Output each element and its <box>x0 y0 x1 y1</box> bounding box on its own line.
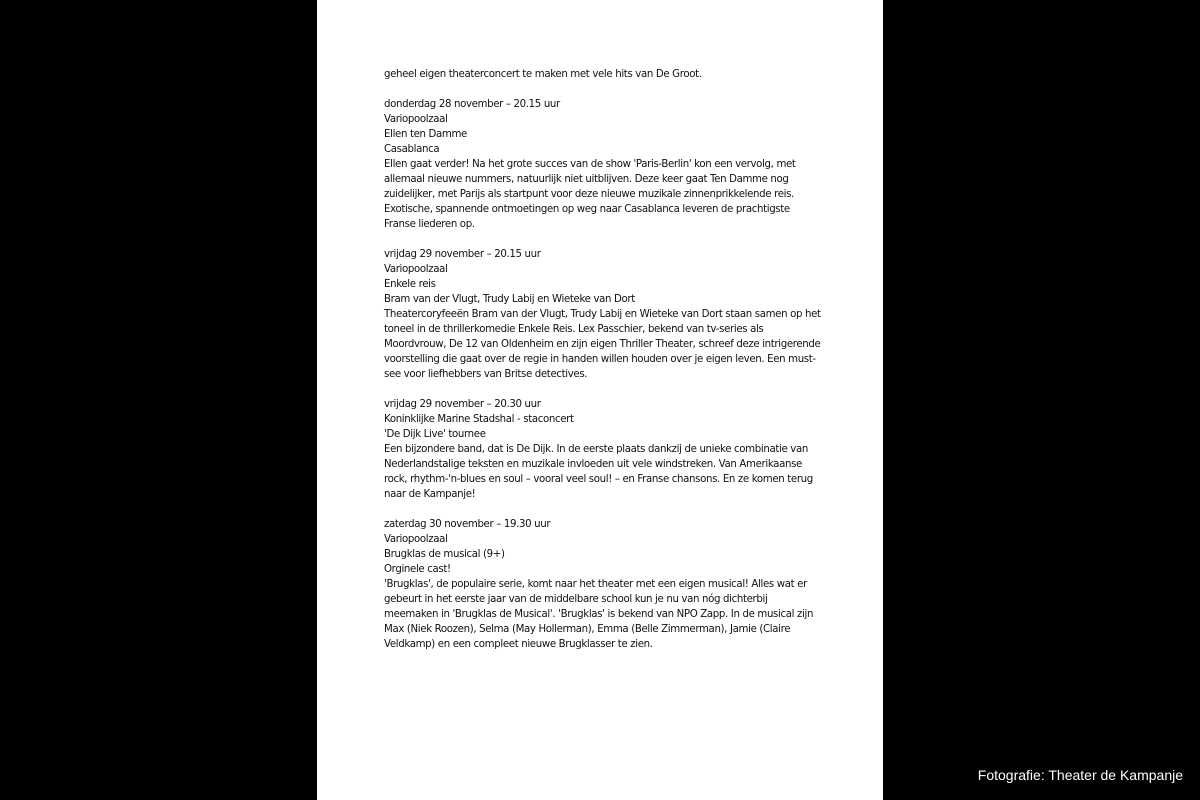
event-performer: Enkele reis <box>384 279 436 290</box>
event-entry <box>384 397 824 502</box>
event-datetime: vrijdag 29 november – 20.15 uur <box>384 249 541 260</box>
event-entry <box>384 517 824 652</box>
event-description: Een bijzondere band, dat is De Dijk. In de eerste plaats dankzij de unieke combinatie van Nederlandstalige teksten en muzikale invloeden uit vele windstreken. Van Amerikaanse rock, rhythm-'n-blues en soul – vooral veel soul! – en Franse chansons. En ze komen terug naar de Kampanje! <box>384 444 813 500</box>
document-page <box>317 0 883 800</box>
event-datetime: zaterdag 30 november – 19.30 uur <box>384 519 551 530</box>
event-description: Ellen gaat verder! Na het grote succes van de show 'Paris-Berlin' kon een vervolg, met allemaal nieuwe nummers, natuurlijk niet uitblijven. Deze keer gaat Ten Damme nog zuidelijker, met Parijs als startpunt voor deze nieuwe muzikale zinnenprikkelende reis. Exotische, spannende ontmoetingen op weg naar Casablanca leveren de prachtigste Franse liederen op. <box>384 159 796 230</box>
event-performer: Ellen ten Damme <box>384 129 467 140</box>
event-venue: Koninklijke Marine Stadshal - staconcert <box>384 414 574 425</box>
event-performer: 'De Dijk Live' tournee <box>384 429 486 440</box>
event-description: 'Brugklas', de populaire serie, komt naar het theater met een eigen musical! Alles wat er gebeurt in het eerste jaar van de middelbare school kun je nu van nóg dichterbij meemaken in 'Brugklas de Musical'. 'Brugklas' is bekend van NPO Zapp. In de musical zijn Max (Niek Roozen), Selma (May Hollerman), Emma (Belle Zimmerman), Jamie (Claire Veldkamp) en een compleet nieuwe Brugklasser te zien. <box>384 579 814 650</box>
document-content <box>384 67 824 667</box>
event-title: Orginele cast! <box>384 564 451 575</box>
event-venue: Variopoolzaal <box>384 114 448 125</box>
event-description: Theatercoryfeeën Bram van der Vlugt, Trudy Labij en Wieteke van Dort staan samen op het toneel in de thrillerkomedie Enkele Reis. Lex Passchier, bekend van tv-series als Moordvrouw, De 12 van Oldenheim en zijn eigen Thriller Theater, schreef deze intrigerende voorstelling die gaat over de regie in handen willen houden over je eigen leven. Een must-see voor liefhebbers van Britse detectives. <box>384 309 821 380</box>
event-venue: Variopoolzaal <box>384 534 448 545</box>
event-datetime: donderdag 28 november – 20.15 uur <box>384 99 560 110</box>
event-entry <box>384 247 824 382</box>
event-title: Bram van der Vlugt, Trudy Labij en Wieteke van Dort <box>384 294 635 305</box>
event-datetime: vrijdag 29 november – 20.30 uur <box>384 399 541 410</box>
event-performer: Brugklas de musical (9+) <box>384 549 505 560</box>
event-title: Casablanca <box>384 144 440 155</box>
event-venue: Variopoolzaal <box>384 264 448 275</box>
intro-text: geheel eigen theaterconcert te maken met vele hits van De Groot. <box>384 69 702 80</box>
photo-credit-caption: Fotografie: Theater de Kampanje <box>977 767 1183 783</box>
event-entry <box>384 97 824 232</box>
